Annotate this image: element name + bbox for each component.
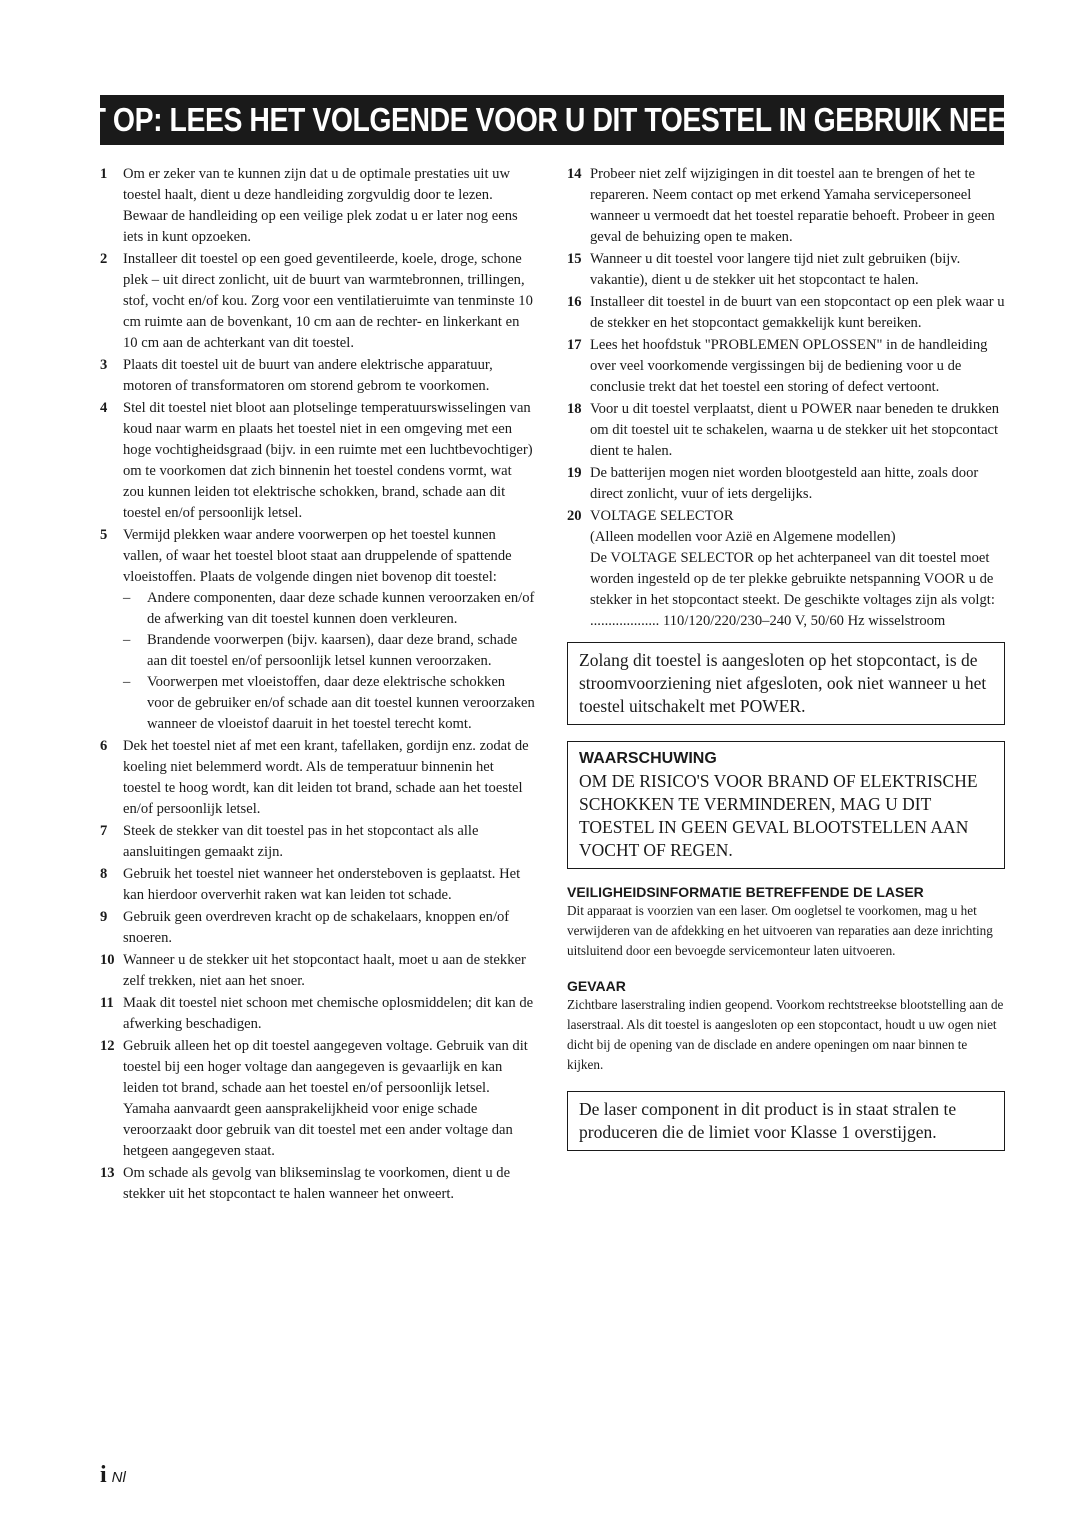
list-item: 12 Gebruik alleen het op dit toestel aangegeven voltage. Gebruik van dit toestel bij een hoger voltage dan aangegeven is gevaarlijk en kan leiden tot brand, schade aan het toestel en/of persoonlijk letsel. Yamaha aanvaardt geen aansprakelijkheid voor enige schade veroorzaakt door gebruik van dit toestel met een ander voltage dan hetgeen aangegeven staat. [100,1038,528,1159]
sub-list-item: – Brandende voorwerpen (bijv. kaarsen), daar deze brand, schade aan dit toestel en/of persoonlijk letsel kunnen veroorzaken. [123,630,535,672]
power-notice-text: Zolang dit toestel is aangesloten op het stopcontact, is de stroomvoorziening niet afgesloten, ook niet wanneer u het toestel uitschakelt met POWER. [579,650,987,716]
dash-bullet: – [123,590,131,606]
list-item: 13 Om schade als gevolg van blikseminslag te voorkomen, dient u de stekker uit het stopcontact te halen wanneer het onweert. [100,1165,511,1202]
sub-list-item: – Andere componenten, daar deze schade kunnen veroorzaken en/of de afwerking van dit toestel kunnen doen verkleuren. [123,588,535,630]
voltage-list: ................... 110/120/220/230–240 V, 50/60 Hz wisselstroom [590,613,946,629]
list-item: 3 Plaats dit toestel uit de buurt van andere elektrische apparatuur, motoren of transformatoren om storend gebrom te voorkomen. [100,357,493,394]
laser-notice-box [567,1091,1005,1151]
list-item: 11 Maak dit toestel niet schoon met chemische oplosmiddelen; dit kan de afwerking beschadigen. [100,995,534,1032]
laser-section-text: Dit apparaat is voorzien van een laser. Om oogletsel te voorkomen, mag u het verwijderen van de afdekking en het uitvoeren van reparaties aan deze inrichting uitsluitend door een bevoegde servicemonteur laten uitvoeren. [567,903,993,958]
voltage-selector-title: VOLTAGE SELECTOR [590,508,734,524]
page-title: LET OP: LEES HET VOLGENDE VOOR U DIT TOESTEL IN GEBRUIK NEEMT. [53,101,1051,138]
warning-title: WAARSCHUWING [579,750,717,767]
list-item: 5 Vermijd plekken waar andere voorwerpen op het toestel kunnen vallen, of waar het toestel bloot staat aan druppelende of spattende vloeistoffen. Plaats de volgende dingen niet bovenop dit toestel: – Andere componenten, daar deze schade kunnen veroorzaken en/of de afwerking van dit toestel kunnen doen verkleuren. – Brandende voorwerpen (bijv. kaarsen), daar deze brand, schade aan dit toestel en/of persoonlijk letsel kunnen veroorzaken. – Voorwerpen met vloeistoffen, daar deze elektrische schokken voor de gebruiker en/of schade aan dit toestel kunnen veroorzaken wanneer de vloeistof daaruit in het toestel terecht komt. [100,525,535,735]
sub-list-item: – Voorwerpen met vloeistoffen, daar deze elektrische schokken voor de gebruiker en/of schade aan dit toestel kunnen veroorzaken wanneer de vloeistof daaruit in het toestel terecht komt. [123,672,535,735]
list-item: 1 Om er zeker van te kunnen zijn dat u de optimale prestaties uit uw toestel haalt, dient u deze handleiding zorgvuldig door te lezen. Bewaar de handleiding op een veilige plek zodat u er later nog eens iets in kunt opzoeken. [100,166,518,245]
page-title-banner [53,95,1051,145]
left-column [100,164,535,1206]
page-number: i [100,1462,107,1488]
power-notice-box [567,642,1005,725]
language-code: Nl [111,1469,126,1486]
list-item: 8 Gebruik het toestel niet wanneer het ondersteboven is geplaatst. Het kan hierdoor oververhit raken wat kan leiden tot schade. [100,866,521,903]
list-item: 2 Installeer dit toestel op een goed geventileerde, koele, droge, schone plek – uit direct zonlicht, uit de buurt van warmtebronnen, trillingen, stof, vocht en/of kou. Zorg voor een ventilatieruimte van tenminste 10 cm ruimte aan de bovenkant, 10 cm aan de rechter- en linkerkant en 10 cm aan de achterkant van dit toestel. [100,251,533,351]
list-item: 9 Gebruik geen overdreven kracht op de schakelaars, knoppen en/of snoeren. [100,909,510,946]
list-item: 14 Probeer niet zelf wijzigingen in dit toestel aan te brengen of het te repareren. Neem contact op met erkend Yamaha servicepersoneel wanneer u vermoedt dat het toestel reparatie behoeft. Probeer in geen geval de behuizing open te maken. [567,166,995,245]
laser-notice-text: De laser component in dit product is in staat stralen te produceren die de limiet voor Klasse 1 overstijgen. [579,1099,957,1142]
laser-section-title: VEILIGHEIDSINFORMATIE BETREFFENDE DE LASER [567,884,924,900]
list-item: 4 Stel dit toestel niet bloot aan plotselinge temperatuurswisselingen van koud naar warm en plaats het toestel niet in een omgeving met een hoge vochtigheidsgraad (bijv. in een ruimte met een luchtbevochtiger) om te voorkomen dat zich binnenin het toestel condens vormt, wat zou kunnen leiden tot elektrische schokken, brand, schade aan dit toestel en/of persoonlijk letsel. [100,400,533,521]
list-item: 19 De batterijen mogen niet worden blootgesteld aan hitte, zoals door direct zonlicht, vuur of iets dergelijks. [567,465,979,502]
warning-box [567,741,1005,869]
list-item-voltage-selector: 20 VOLTAGE SELECTOR (Alleen modellen voor Azië en Algemene modellen) De VOLTAGE SELECTOR op het achterpaneel van dit toestel moet worden ingesteld op de ter plekke gebruikte netspanning VOOR u de stekker in het stopcontact steekt. De geschikte voltages zijn als volgt: ................... 110/120/220/230–240 V, 50/60 Hz wisselstroom [567,506,1005,632]
list-item: 18 Voor u dit toestel verplaatst, dient u POWER naar beneden te drukken om dit toestel uit te schakelen, waarna u de stekker uit het stopcontact dient te halen. [567,401,1000,459]
right-column [567,164,1005,1151]
list-item: 16 Installeer dit toestel in de buurt van een stopcontact op een plek waar u de stekker en het stopcontact gemakkelijk kunt bereiken. [567,294,1005,331]
list-item: 17 Lees het hoofdstuk "PROBLEMEN OPLOSSEN" in de handleiding over veel voorkomende vergissingen bij de bediening voor u de conclusie trekt dat het toestel een storing of defect vertoont. [567,337,988,395]
page-footer [100,1462,126,1489]
list-item: 10 Wanneer u de stekker uit het stopcontact haalt, moet u aan de stekker zelf trekken, niet aan het snoer. [100,952,526,989]
list-item: 6 Dek het toestel niet af met een krant, tafellaken, gordijn enz. zodat de koeling niet belemmerd wordt. Als de temperatuur binnenin het toestel te hoog wordt, kan dit leiden tot brand, schade aan het toestel en/of persoonlijk letsel. [100,738,529,817]
danger-section-text: Zichtbare laserstraling indien geopend. Voorkom rechtstreekse blootstelling aan de laserstraal. Als dit toestel is aangesloten op een stopcontact, houdt u uw ogen niet dicht bij de opening van de disclade en andere openingen om naar binnen te kijken. [567,997,1004,1072]
list-item: 7 Steek de stekker van dit toestel pas in het stopcontact als alle aansluitingen gemaakt zijn. [100,823,479,860]
list-item: 15 Wanneer u dit toestel voor langere tijd niet zult gebruiken (bijv. vakantie), dient u de stekker uit het stopcontact te halen. [567,251,961,288]
dash-bullet: – [123,674,131,690]
warning-text: OM DE RISICO'S VOOR BRAND OF ELEKTRISCHE SCHOKKEN TE VERMINDEREN, MAG U DIT TOESTEL IN GEEN GEVAL BLOOTSTELLEN AAN VOCHT OF REGEN. [579,771,978,860]
voltage-selector-note: (Alleen modellen voor Azië en Algemene modellen) [590,529,896,545]
danger-section-title: GEVAAR [567,978,626,994]
dash-bullet: – [123,632,131,648]
voltage-selector-text: De VOLTAGE SELECTOR op het achterpaneel van dit toestel moet worden ingesteld op de ter plekke gebruikte netspanning VOOR u de stekker in het stopcontact steekt. De geschikte voltages zijn als volgt: [590,550,995,608]
